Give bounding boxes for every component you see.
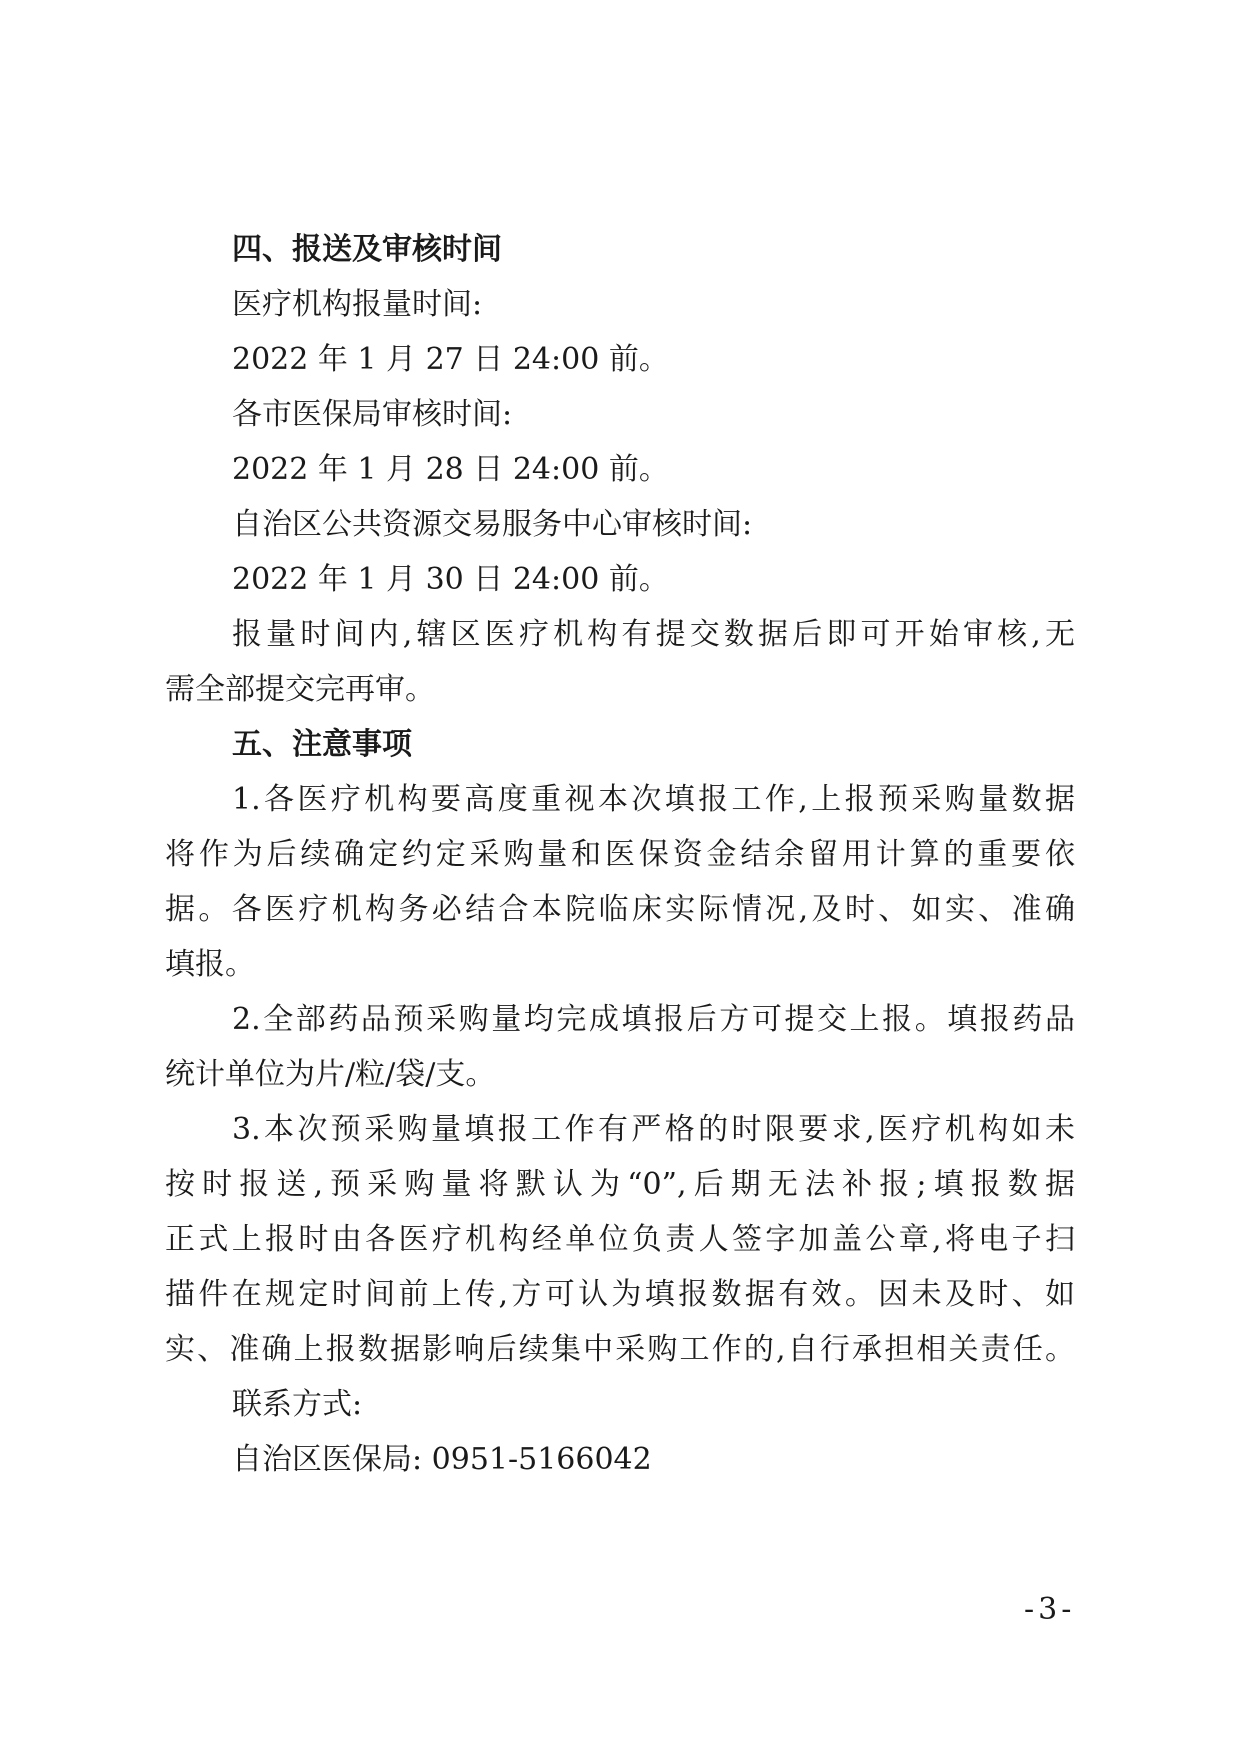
note-item-3-line: 正式上报时由各医疗机构经单位负责人签字加盖公章,将电子扫 (165, 1222, 1075, 1257)
note-item-3-line: 描件在规定时间前上传,方可认为填报数据有效。因未及时、如 (165, 1277, 1075, 1312)
section-heading-notes: 五、注意事项 (232, 727, 412, 762)
note-item-1-line: 填报。 (165, 947, 255, 982)
section-heading-submission-time: 四、报送及审核时间 (232, 232, 502, 267)
note-item-1-line: 1.各医疗机构要高度重视本次填报工作,上报预采购量数据 (232, 782, 1075, 817)
note-item-3-line: 实、准确上报数据影响后续集中采购工作的,自行承担相关责任。 (165, 1332, 1075, 1367)
note-item-3-line: 3.本次预采购量填报工作有严格的时限要求,医疗机构如未 (232, 1112, 1075, 1147)
contact-label: 联系方式: (232, 1387, 363, 1422)
page-number: -3- (1024, 1592, 1076, 1627)
center-review-label: 自治区公共资源交易服务中心审核时间: (232, 507, 753, 542)
city-review-label: 各市医保局审核时间: (232, 397, 513, 432)
note-item-2-line: 统计单位为片/粒/袋/支。 (165, 1057, 496, 1092)
note-item-1-line: 据。各医疗机构务必结合本院临床实际情况,及时、如实、准确 (165, 892, 1075, 927)
contact-phone: 自治区医保局: 0951-5166042 (232, 1442, 652, 1477)
center-review-deadline: 2022 年 1 月 30 日 24:00 前。 (232, 562, 669, 597)
review-note-line: 报量时间内,辖区医疗机构有提交数据后即可开始审核,无 (232, 617, 1075, 652)
institution-report-deadline: 2022 年 1 月 27 日 24:00 前。 (232, 342, 669, 377)
note-item-3-line: 按时报送,预采购量将默认为“0”,后期无法补报;填报数据 (165, 1167, 1075, 1202)
institution-report-label: 医疗机构报量时间: (232, 287, 483, 322)
city-review-deadline: 2022 年 1 月 28 日 24:00 前。 (232, 452, 669, 487)
note-item-2-line: 2.全部药品预采购量均完成填报后方可提交上报。填报药品 (232, 1002, 1075, 1037)
note-item-1-line: 将作为后续确定约定采购量和医保资金结余留用计算的重要依 (165, 837, 1075, 872)
review-note-line: 需全部提交完再审。 (165, 672, 435, 707)
